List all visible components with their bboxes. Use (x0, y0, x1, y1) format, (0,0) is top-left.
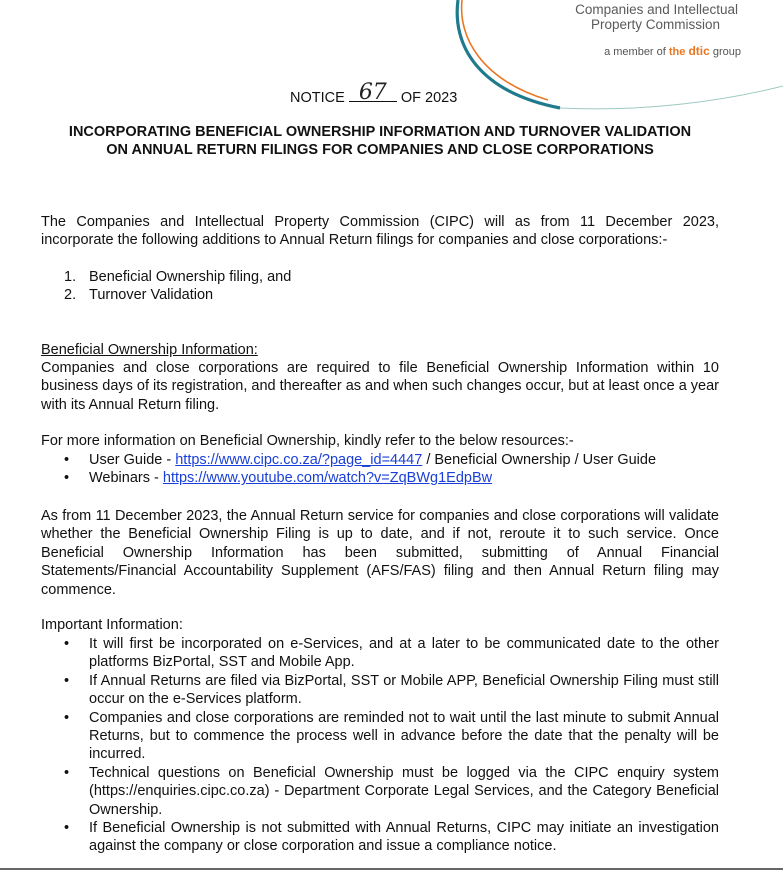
org-name-line1: Companies and Intellectual (575, 2, 738, 17)
resource-suffix: / Beneficial Ownership / User Guide (422, 452, 657, 468)
notice-number-handwritten: 67 (349, 85, 397, 102)
swoosh-tail-line (560, 86, 783, 109)
list-item-text: Technical questions on Beneficial Ownership must be logged via the CIPC enquiry system (https://enquiries.cipc.co.za) - Department Corporate Legal Services, and the Category Beneficial Ownership. (89, 764, 719, 818)
resources-list (62, 451, 719, 488)
list-item-text: If Annual Returns are filed via BizPortal, SST or Mobile APP, Beneficial Ownership Filing must still occur on the e-Services platform. (89, 672, 719, 708)
important-list (62, 635, 719, 856)
list-item (64, 286, 291, 304)
list-item (64, 268, 291, 286)
list-item (62, 451, 719, 469)
list-item (62, 635, 719, 672)
bullet-icon: • (64, 672, 70, 689)
org-name-line2: Property Commission (590, 17, 720, 32)
additions-list (64, 268, 291, 305)
intro-paragraph: The Companies and Intellectual Property Commission (CIPC) will as from 11 December 2023, incorporate the following additions to Annual Return filings for companies and close corporations:- (41, 214, 719, 249)
notice-suffix: OF 2023 (400, 90, 458, 106)
list-item-text: Beneficial Ownership filing, and (89, 269, 292, 285)
swoosh-arc (457, 0, 560, 108)
list-item-text: Companies and close corporations are reminded not to wait until the last minute to submit Annual Returns, but to commence the process well in advance before the date that the penalty will be incurred. (89, 709, 719, 763)
webinars-link[interactable]: https://www.youtube.com/watch?v=ZqBWg1EdpBw (162, 470, 493, 487)
resource-label: Webinars - (89, 470, 163, 487)
list-item-text: If Beneficial Ownership is not submitted with Annual Returns, CIPC may initiate an investigation against the company or close corporation and issue a compliance notice. (89, 820, 719, 855)
bullet-icon: • (64, 636, 70, 652)
bo-paragraph: Companies and close corporations are required to file Beneficial Ownership Information within 10 business days of its registration, and thereafter as and when such changes occur, but at least once a year with its Annual Return filing. (41, 360, 719, 413)
list-item (62, 709, 719, 764)
list-item-number: 1. (64, 269, 77, 285)
swoosh-orange-arc (462, 0, 548, 100)
notice-prefix: NOTICE (290, 90, 345, 106)
bullet-icon: • (64, 452, 70, 468)
bo-heading: Beneficial Ownership Information: (41, 342, 258, 358)
list-item-text: It will first be incorporated on e-Services, and at a later to be communicated date to the other platforms BizPortal, SST and Mobile App. (89, 636, 719, 671)
member-tagline (604, 44, 741, 58)
bullet-icon: • (64, 764, 70, 781)
list-item (62, 764, 719, 819)
bullet-icon: • (64, 820, 70, 837)
list-item (62, 672, 719, 709)
member-suffix: group (709, 46, 741, 58)
list-item (62, 469, 719, 487)
member-the: the (668, 46, 689, 58)
member-prefix: a member of (604, 46, 669, 58)
user-guide-link[interactable]: https://www.cipc.co.za/?page_id=4447 (175, 452, 423, 468)
bullet-icon: • (64, 470, 70, 487)
dtic-logo-text: dtic (688, 44, 710, 58)
resources-intro: For more information on Beneficial Ownership, kindly refer to the below resources:- (41, 433, 574, 449)
resource-label: User Guide - (89, 452, 176, 468)
list-item (62, 819, 719, 856)
bullet-icon: • (64, 709, 70, 726)
notice-line (290, 80, 458, 106)
notice-title: INCORPORATING BENEFICIAL OWNERSHIP INFORMATION AND TURNOVER VALIDATION ON ANNUAL RETURN FILINGS FOR COMPANIES AND CLOSE CORPORATIONS (68, 124, 692, 158)
list-item-number: 2. (64, 287, 77, 304)
important-heading: Important Information: (41, 617, 183, 633)
validation-paragraph: As from 11 December 2023, the Annual Return service for companies and close corporations will validate whether the Beneficial Ownership Filing is up to date, and if not, reroute it to such service. Once Beneficial Ownership Information has been submitted, submitting of Annual Financial Statements/Financial Accountability Supplement (AFS/FAS) filing and then Annual Return filing may commence. (41, 508, 719, 598)
list-item-text: Turnover Validation (89, 287, 214, 304)
